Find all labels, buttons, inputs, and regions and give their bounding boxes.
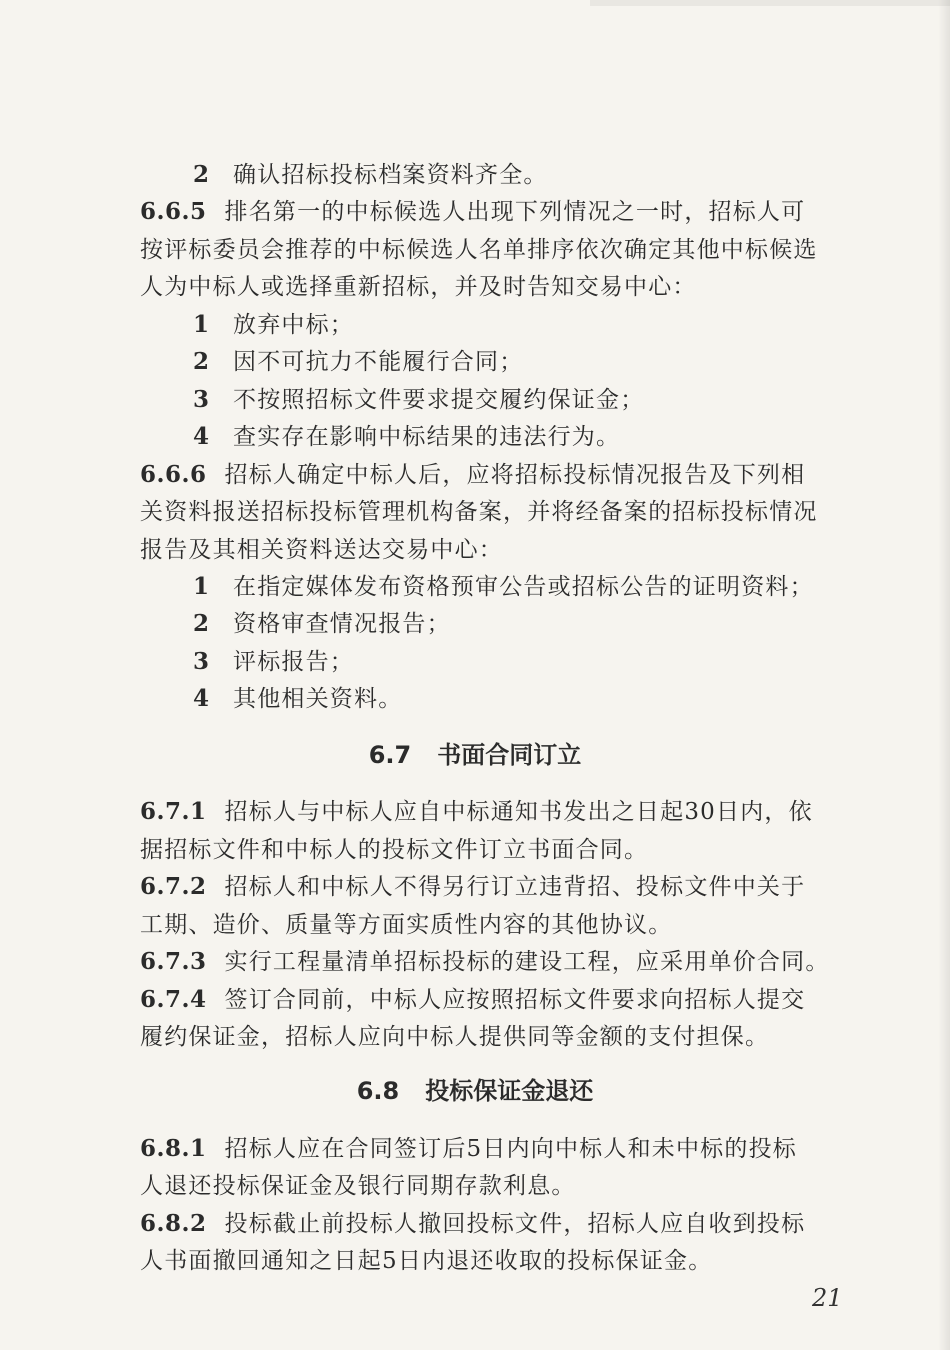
clause-6-6-5: 6.6.5 排名第一的中标候选人出现下列情况之一时，招标人可 bbox=[140, 198, 806, 225]
list-item: 3 评标报告； bbox=[193, 648, 354, 675]
clause-continuation: 据招标文件和中标人的投标文件订立书面合同。 bbox=[140, 837, 649, 863]
scan-shadow bbox=[590, 0, 950, 6]
clause-continuation: 关资料报送招标投标管理机构备案，并将经备案的招标投标情况 bbox=[140, 499, 818, 525]
list-item: 4 查实存在影响中标结果的违法行为。 bbox=[193, 423, 621, 450]
list-item: 2 因不可抗力不能履行合同； bbox=[193, 348, 524, 375]
list-item: 1 在指定媒体发布资格预审公告或招标公告的证明资料； bbox=[193, 573, 814, 600]
clause-6-8-1: 6.8.1 招标人应在合同签订后5日内向中标人和未中标的投标 bbox=[140, 1135, 797, 1162]
list-item: 2 资格审查情况报告； bbox=[193, 610, 451, 637]
clause-continuation: 人退还投标保证金及银行同期存款利息。 bbox=[140, 1173, 576, 1199]
clause-6-7-4: 6.7.4 签订合同前，中标人应按照招标文件要求向招标人提交 bbox=[140, 986, 806, 1013]
clause-continuation: 人书面撤回通知之日起5日内退还收取的投标保证金。 bbox=[140, 1248, 713, 1274]
section-heading-6-8: 6.8 投标保证金退还 bbox=[356, 1077, 594, 1105]
clause-continuation: 按评标委员会推荐的中标候选人名单排序依次确定其他中标候选 bbox=[140, 237, 818, 263]
clause-6-7-3: 6.7.3 实行工程量清单招标投标的建设工程，应采用单价合同。 bbox=[140, 948, 830, 975]
clause-6-7-2: 6.7.2 招标人和中标人不得另行订立违背招、投标文件中关于 bbox=[140, 873, 806, 900]
clause-continuation: 报告及其相关资料送达交易中心： bbox=[140, 537, 503, 563]
page-edge-shadow bbox=[938, 0, 950, 1350]
list-item: 4 其他相关资料。 bbox=[193, 685, 403, 712]
clause-continuation: 人为中标人或选择重新招标，并及时告知交易中心： bbox=[140, 274, 697, 300]
list-item: 2 确认招标投标档案资料齐全。 bbox=[193, 161, 548, 188]
list-item: 3 不按照招标文件要求提交履约保证金； bbox=[193, 386, 645, 413]
clause-6-6-6: 6.6.6 招标人确定中标人后，应将招标投标情况报告及下列相 bbox=[140, 461, 806, 488]
clause-continuation: 工期、造价、质量等方面实质性内容的其他协议。 bbox=[140, 912, 673, 938]
page-number: 21 bbox=[812, 1284, 843, 1312]
clause-continuation: 履约保证金，招标人应向中标人提供同等金额的支付担保。 bbox=[140, 1024, 770, 1050]
section-heading-6-7: 6.7 书面合同订立 bbox=[368, 741, 582, 769]
clause-6-7-1: 6.7.1 招标人与中标人应自中标通知书发出之日起30日内，依 bbox=[140, 798, 813, 825]
list-item: 1 放弃中标； bbox=[193, 311, 354, 338]
clause-6-8-2: 6.8.2 投标截止前投标人撤回投标文件，招标人应自收到投标 bbox=[140, 1210, 806, 1237]
